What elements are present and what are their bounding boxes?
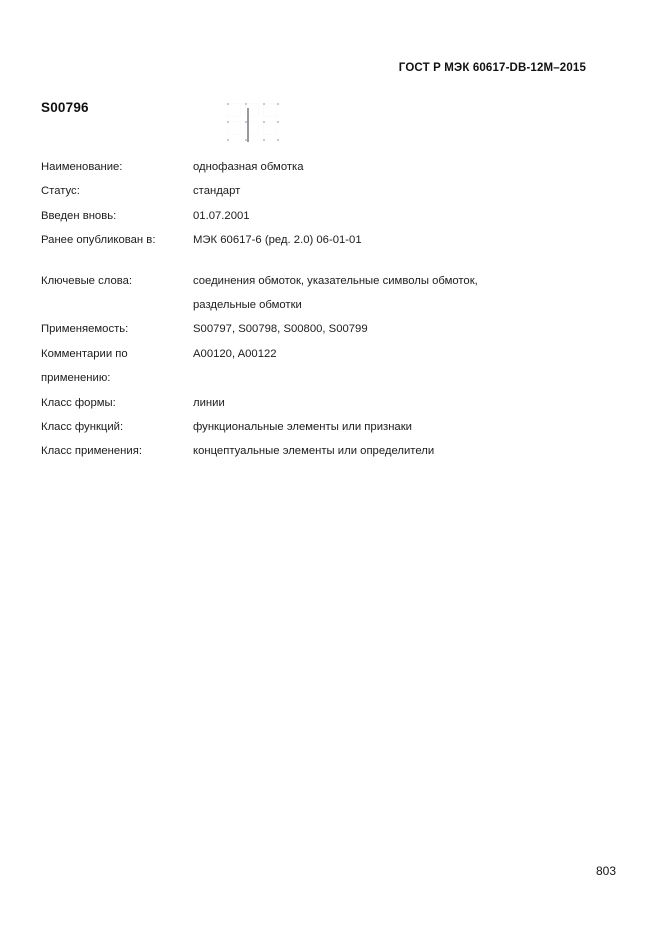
table-row-shape-class [41, 391, 601, 415]
attribute-value-line-1: соединения обмоток, указательные символы обмоток, [193, 274, 478, 287]
attribute-label-line-1: Комментарии по [41, 347, 128, 360]
attribute-value: S00797, S00798, S00800, S00799 [193, 323, 368, 336]
symbol-grid-dot [263, 121, 265, 123]
attribute-label: Ранее опубликован в: [41, 234, 156, 247]
attribute-value: однофазная обмотка [193, 161, 304, 173]
attribute-value: функциональные элементы или признаки [193, 421, 412, 434]
symbol-grid-cell [227, 103, 241, 117]
table-row-keywords [41, 269, 601, 318]
attribute-label: Введен вновь: [41, 209, 117, 222]
symbol-grid-dot [263, 103, 265, 105]
attribute-value [193, 269, 601, 318]
attribute-label: Класс формы: [41, 396, 116, 409]
page-title-symbol-id: S00796 [41, 100, 89, 115]
attribute-label: Применяемость: [41, 323, 129, 336]
page-number: 803 [595, 864, 616, 878]
table-row-application-comments [41, 342, 601, 391]
attribute-label: Класс применения: [41, 445, 142, 458]
symbol-attributes-table [41, 155, 601, 464]
attribute-label: Статус: [41, 185, 80, 198]
attribute-label-line-2: применению: [41, 372, 111, 385]
table-row-previously-published [41, 228, 601, 252]
attribute-value: линии [193, 396, 225, 409]
symbol-grid-dot [227, 139, 229, 141]
attribute-value: стандарт [193, 185, 241, 198]
document-header-standard-reference: ГОСТ Р МЭК 60617-DB-12M–2015 [398, 62, 586, 74]
table-row-reintroduced [41, 204, 601, 228]
attribute-label: Наименование: [41, 161, 123, 173]
table-row-function-class [41, 415, 601, 439]
single-phase-winding-symbol [225, 99, 281, 149]
attribute-label [41, 342, 193, 391]
symbol-grid-dot [227, 103, 229, 105]
attribute-value: A00120, A00122 [193, 347, 277, 360]
symbol-grid-cell [263, 103, 277, 117]
attribute-value: 01.07.2001 [193, 209, 250, 222]
table-row-applicability [41, 317, 601, 341]
symbol-grid-dot [245, 103, 247, 105]
attribute-label: Ключевые слова: [41, 274, 133, 287]
symbol-grid-cell [263, 121, 277, 135]
table-row-application-class [41, 439, 601, 463]
table-row-status [41, 179, 601, 203]
symbol-grid-dot [263, 139, 265, 141]
winding-vertical-line-icon [247, 108, 249, 142]
symbol-grid-dot [227, 121, 229, 123]
attribute-label: Класс функций: [41, 421, 124, 434]
attribute-value-line-2: раздельные обмотки [193, 299, 302, 312]
symbol-grid-cell [227, 121, 241, 135]
table-row-name [41, 155, 601, 179]
attribute-value: МЭК 60617-6 (ред. 2.0) 06-01-01 [193, 234, 362, 247]
symbol-grid-dot [277, 103, 279, 105]
attribute-value: концептуальные элементы или определители [193, 445, 435, 458]
symbol-grid-dot [277, 139, 279, 141]
symbol-grid-dot [277, 121, 279, 123]
